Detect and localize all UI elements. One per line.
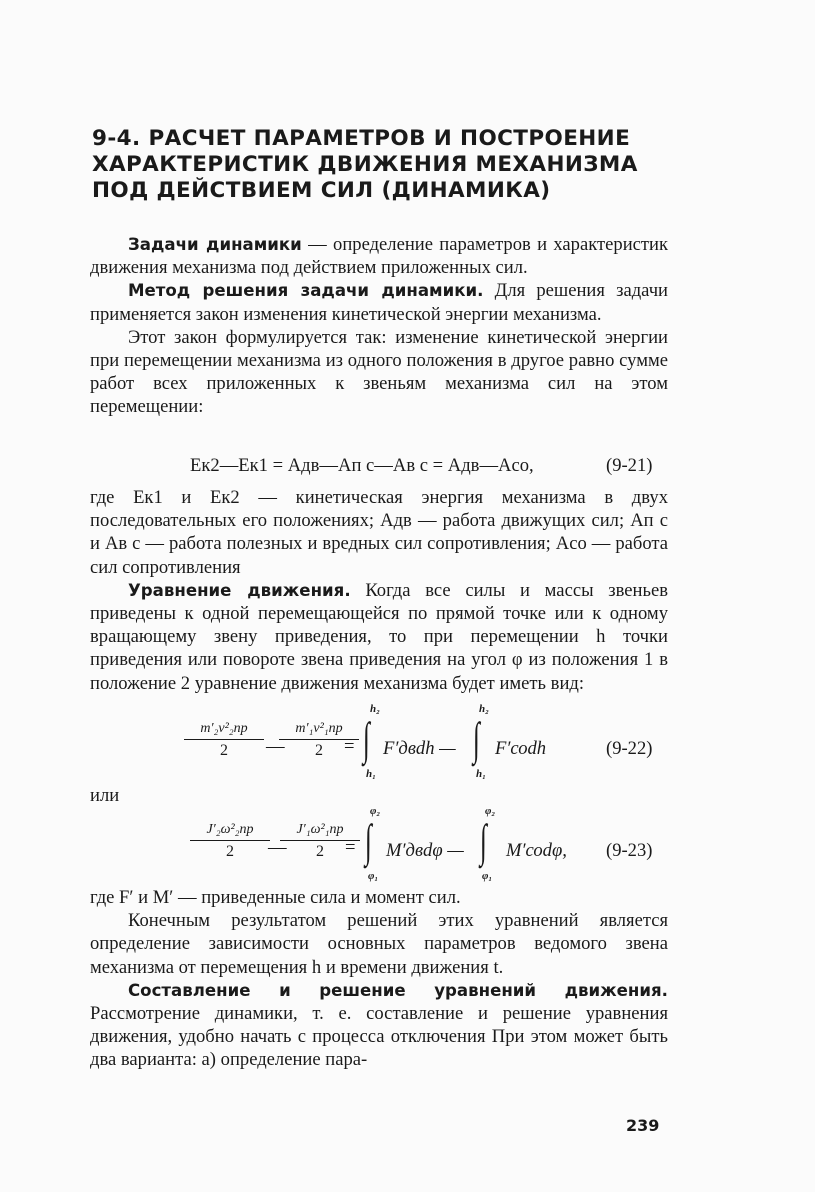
equation-number: (9-21) — [606, 455, 653, 476]
equation-number: (9-22) — [606, 738, 653, 759]
section-heading — [92, 126, 732, 204]
fraction-bar — [184, 739, 264, 740]
fraction-bar — [190, 840, 270, 841]
integral-upper-limit: h₂ — [479, 703, 489, 715]
heading-line-2: ХАРАКТЕРИСТИК ДВИЖЕНИЯ МЕХАНИЗМА — [92, 152, 638, 177]
paragraph-text: Для решения задачи применяется закон изменения кинетической энергии механизма. — [90, 280, 668, 325]
paragraph-lead: Составление и решение уравнений движения. — [128, 980, 668, 1000]
equals-sign: = — [345, 837, 356, 858]
paragraph-solving — [90, 979, 668, 1072]
page-number: 239 — [626, 1116, 660, 1135]
integral-lower-limit: h₁ — [476, 768, 486, 780]
integrand — [386, 840, 464, 862]
integrand — [495, 738, 546, 760]
minus-sign: — — [266, 736, 285, 757]
fraction-numerator: J′₁ω²₁пр — [296, 822, 344, 837]
paragraph-method — [90, 279, 668, 325]
integral-sign: ∫ — [362, 713, 370, 764]
fraction-denominator: 2 — [220, 742, 228, 759]
fraction-numerator: m′₁v²₁пр — [295, 721, 343, 736]
integral-sign: ∫ — [364, 815, 372, 866]
paragraph-lead: Метод решения задачи динамики. — [128, 281, 484, 301]
integrand — [506, 840, 567, 862]
fraction-numerator: m′₂v²₂пр — [200, 721, 248, 736]
paragraph-reduced-forces: где F′ и M′ — приведенные сила и момент сил. — [90, 887, 461, 908]
paragraph-result: Конечным результатом решений этих уравнений является определение зависимости основных параметров ведомого звена механизма от перемещения h и времени движения t. — [90, 910, 668, 978]
integrand — [383, 738, 456, 760]
heading-line-3: ПОД ДЕЙСТВИЕМ СИЛ (ДИНАМИКА) — [92, 178, 551, 203]
paragraph-energy-definitions: где Eк1 и Eк2 — кинетическая энергия механизма в двух последовательных его положениях; Aдв — работа движущих сил; Aп с и Aв с — работа полезных и вредных сил сопротивления; Aсо — работа сил сопротивления — [90, 487, 668, 578]
paragraph-motion-equation — [90, 579, 668, 695]
integrand-text: F′двdh — — [383, 738, 456, 759]
text-block-intro — [90, 233, 668, 419]
equation-number: (9-23) — [606, 840, 653, 861]
connector-word: или — [90, 785, 120, 806]
integral-lower-limit: φ₁ — [368, 870, 379, 882]
text-block-motion — [90, 486, 668, 695]
fraction-denominator: 2 — [226, 843, 234, 860]
integral-sign: ∫ — [479, 815, 487, 866]
integrand-text: F′соdh — [495, 738, 547, 759]
paragraph-text: Рассмотрение динамики, т. е. составление и решение уравнения движения, удобно начать с процесса отключения При этом может быть два варианта: а) определение пара- — [90, 1003, 668, 1071]
integral-sign: ∫ — [472, 713, 480, 764]
integrand-text: M′соdφ, — [506, 840, 567, 861]
fraction — [184, 721, 264, 760]
fraction — [190, 822, 270, 861]
integral-lower-limit: φ₁ — [482, 870, 493, 882]
integral-lower-limit: h₁ — [366, 768, 376, 780]
fraction-numerator: J′₂ω²₂пр — [206, 822, 254, 837]
equals-sign: = — [344, 736, 355, 757]
fraction-denominator: 2 — [316, 843, 324, 860]
integrand-text: M′двdφ — — [386, 840, 464, 861]
paragraph-tasks — [90, 233, 668, 279]
paragraph-text: Когда все силы и массы звеньев приведены к одной перемещающейся по прямой точке или к одному вращающему звену приведения, то при перемещении h точки приведения или повороте звена приведения на угол φ из положения 1 в положение 2 уравнение движения механизма будет иметь вид: — [90, 579, 668, 694]
heading-line-1: 9-4. РАСЧЕТ ПАРАМЕТРОВ И ПОСТРОЕНИЕ — [92, 126, 631, 151]
text-block-conclusion — [90, 886, 668, 1072]
integral-upper-limit: φ₂ — [485, 805, 496, 817]
integral-upper-limit: h₂ — [370, 703, 380, 715]
paragraph-text: — определение параметров и характеристик движения механизма под действием приложенных сил. — [90, 234, 669, 279]
fraction-denominator: 2 — [315, 742, 323, 759]
paragraph-lead: Уравнение движения. — [128, 580, 351, 600]
minus-sign: — — [268, 837, 287, 858]
paragraph-law: Этот закон формулируется так: изменение кинетической энергии при перемещении механизма из одного положения в другое равно сумме работ всех приложенных к звеньям механизма сил на этом перемещении: — [90, 326, 668, 418]
paragraph-lead: Задачи динамики — [128, 235, 302, 254]
equation-9-21: Eк2—Eк1 = Aдв—Aп с—Aв с = Aдв—Aсо, — [190, 455, 534, 476]
integral-upper-limit: φ₂ — [370, 805, 381, 817]
